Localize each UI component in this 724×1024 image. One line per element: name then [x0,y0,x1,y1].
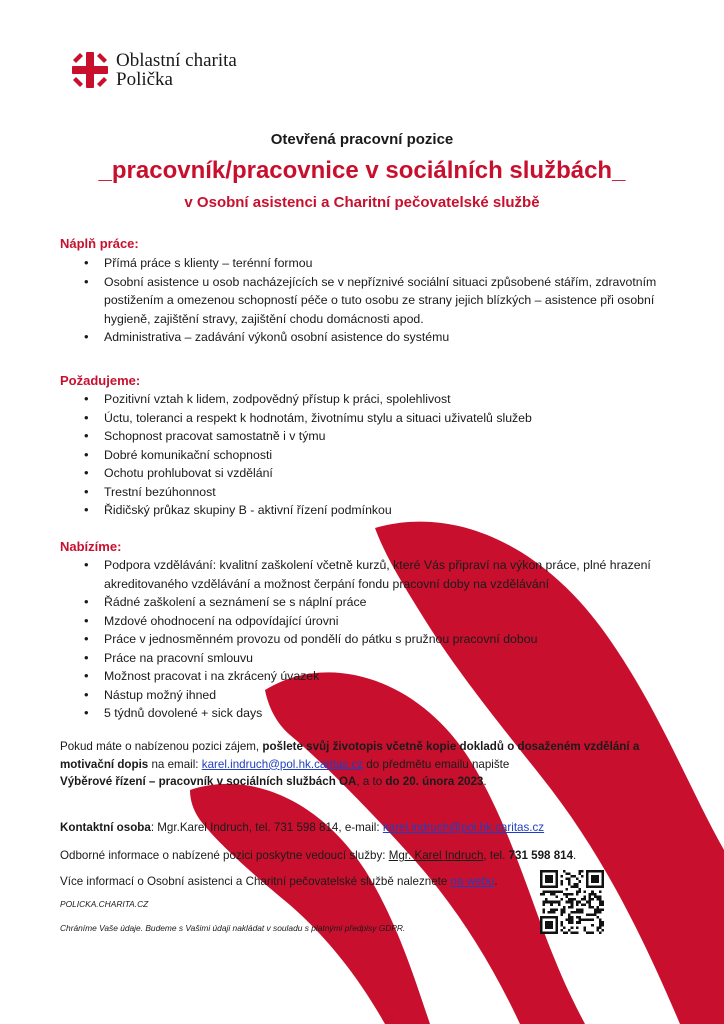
position-title: _pracovník/pracovnice v sociálních službách_ [98,157,626,184]
org-name-line1: Oblastní charita [116,50,237,71]
list-item: • Pozitivní vztah k lidem, zodpovědný přístup k práci, spolehlivost [60,390,660,409]
gdpr-note: Chráníme Vaše údaje. Budeme s Vašimi údaji nakládat v souladu s platnými předpisy GDPR. [60,923,406,933]
section-title-offer: Nabízíme: [60,539,122,554]
list-item: • Nástup možný ihned [60,686,660,705]
list-item: • Mzdové ohodnocení na odpovídající úrovni [60,612,660,631]
list-item: • Podpora vzdělávání: kvalitní zaškolení včetně kurzů, které Vás připraví na výkon práce, plné hrazení akreditovaného vzdělávání a možnost čerpání fondu pracovní doby na vzdělávání [60,556,660,593]
list-item: • Řádné zaškolení a seznámení se s náplní práce [60,593,660,612]
charity-logo [70,50,237,90]
info-phone: 731 598 814 [508,849,574,862]
more-info-line: Více informací o Osobní asistenci a Charitní pečovatelské službě naleznete na webu. [60,875,498,888]
list-item: • Trestní bezúhonnost [60,483,660,502]
info-contact-name: Mgr. Karel Indruch [388,849,484,862]
list-item: • Administrativa – zadávání výkonů osobní asistence do systému [60,328,660,347]
qr-code-image [540,870,604,934]
offer-list [60,556,660,723]
list-item: • Osobní asistence u osob nacházejících se v nepříznivé sociální situaci způsobené stářím, zdravotním postižením a omezenou schopností péče o tuto osobu ze strany jejich blízkých – asistence při osobní hygieně, zajištění stravy, zajištění chodu domácnosti apod. [60,273,660,329]
section-title-duties: Náplň práce: [60,236,139,251]
duties-list [60,254,660,347]
caritas-cross-icon [70,50,110,90]
info-line: Odborné informace o nabízené pozici poskytne vedoucí služby: Mgr. Karel Indruch, tel. 731 598 814. [60,849,577,862]
position-label: Otevřená pracovní pozice [270,131,454,148]
list-item: • Řidičský průkaz skupiny B - aktivní řízení podmínkou [60,501,660,520]
list-item: • Práce na pracovní smlouvu [60,649,660,668]
section-title-requirements: Požadujeme: [60,373,141,388]
list-item: • Dobré komunikační schopnosti [60,446,660,465]
list-item: • Úctu, toleranci a respekt k hodnotám, životnímu stylu a situaci uživatelů služeb [60,409,660,428]
list-item: • Možnost pracovat i na zkrácený úvazek [60,667,660,686]
contact-email-link[interactable]: karel.indruch@pol.hk.caritas.cz [382,821,545,834]
list-item: • Práce v jednosměnném provozu od pondělí do pátku s pružnou pracovní dobou [60,630,660,649]
web-link[interactable]: na webu [450,875,495,888]
list-item: • Schopnost pracovat samostatně i v týmu [60,427,660,446]
requirements-list [60,390,660,520]
list-item: • Přímá práce s klienty – terénní formou [60,254,660,273]
position-subtitle: v Osobní asistenci a Charitní pečovatelské službě [184,194,540,211]
apply-email-link[interactable]: karel.indruch@pol.hk.caritas.cz [201,757,364,771]
org-name-line2: Polička [116,69,173,90]
contact-line: Kontaktní osoba: Mgr.Karel Indruch, tel. 731 598 814, e-mail: karel.indruch@pol.hk.caritas.cz [60,821,545,834]
contact-label: Kontaktní osoba [60,821,151,834]
web-address: POLICKA.CHARITA.CZ [60,899,149,909]
list-item: • 5 týdnů dovolené + sick days [60,704,660,723]
apply-paragraph: Pokud máte o nabízenou pozici zájem, pošlete svůj životopis včetně kopie dokladů o dosaženém vzdělání a motivační dopis na email: karel.indruch@pol.hk.caritas.cz do předmětu emailu napište Výběrové řízení – pracovník v sociálních službách OA, a to do 20. února 2023. [60,740,640,788]
list-item: • Ochotu prohlubovat si vzdělání [60,464,660,483]
